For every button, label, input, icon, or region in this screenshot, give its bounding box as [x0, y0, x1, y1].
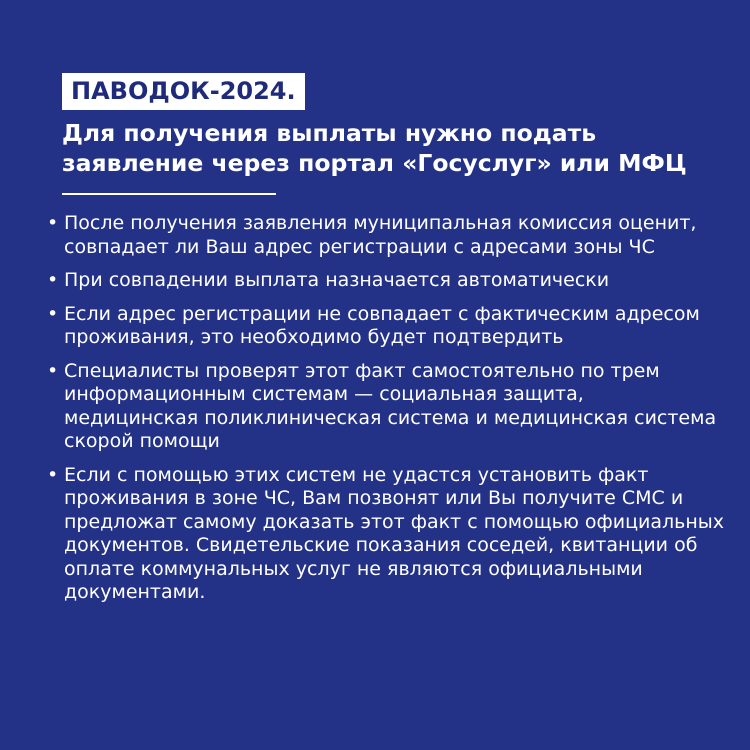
list-item	[44, 360, 724, 454]
topic-tag: ПАВОДОК-2024.	[62, 73, 305, 110]
list-item-text: Если с помощью этих систем не удастся установить факт проживания в зоне ЧС, Вам позвонят или Вы получите СМС и предложат самому доказать этот факт с помощью официальных документов. Свидетельские показания соседей, квитанции об оплате коммунальных услуг не являются официальными документами.	[64, 463, 725, 603]
list-item-text: После получения заявления муниципальная комиссия оценит, совпадает ли Ваш адрес регистрации с адресами зоны ЧС	[64, 212, 697, 258]
list-item	[44, 269, 724, 293]
bullet-icon: •	[47, 269, 59, 291]
list-item-text: Если адрес регистрации не совпадает с фактическим адресом проживания, это необходимо будет подтвердить	[64, 302, 700, 348]
list-item	[44, 464, 724, 605]
bullet-icon: •	[47, 212, 59, 234]
headline: Для получения выплаты нужно подать заявление через портал «Госуслуг» или МФЦ	[62, 119, 687, 177]
list-item-text: Специалисты проверят этот факт самостоятельно по трем информационным системам — социальная защита, медицинская поликлиническая система и медицинская система скорой помощи	[64, 359, 717, 452]
list-item-text: При совпадении выплата назначается автоматически	[64, 269, 610, 291]
bullet-icon: •	[47, 359, 59, 382]
info-list	[44, 212, 724, 615]
divider-line	[62, 193, 276, 195]
list-item	[44, 212, 724, 259]
bullet-icon: •	[47, 463, 59, 486]
list-item	[44, 303, 724, 350]
bullet-icon: •	[47, 302, 59, 325]
